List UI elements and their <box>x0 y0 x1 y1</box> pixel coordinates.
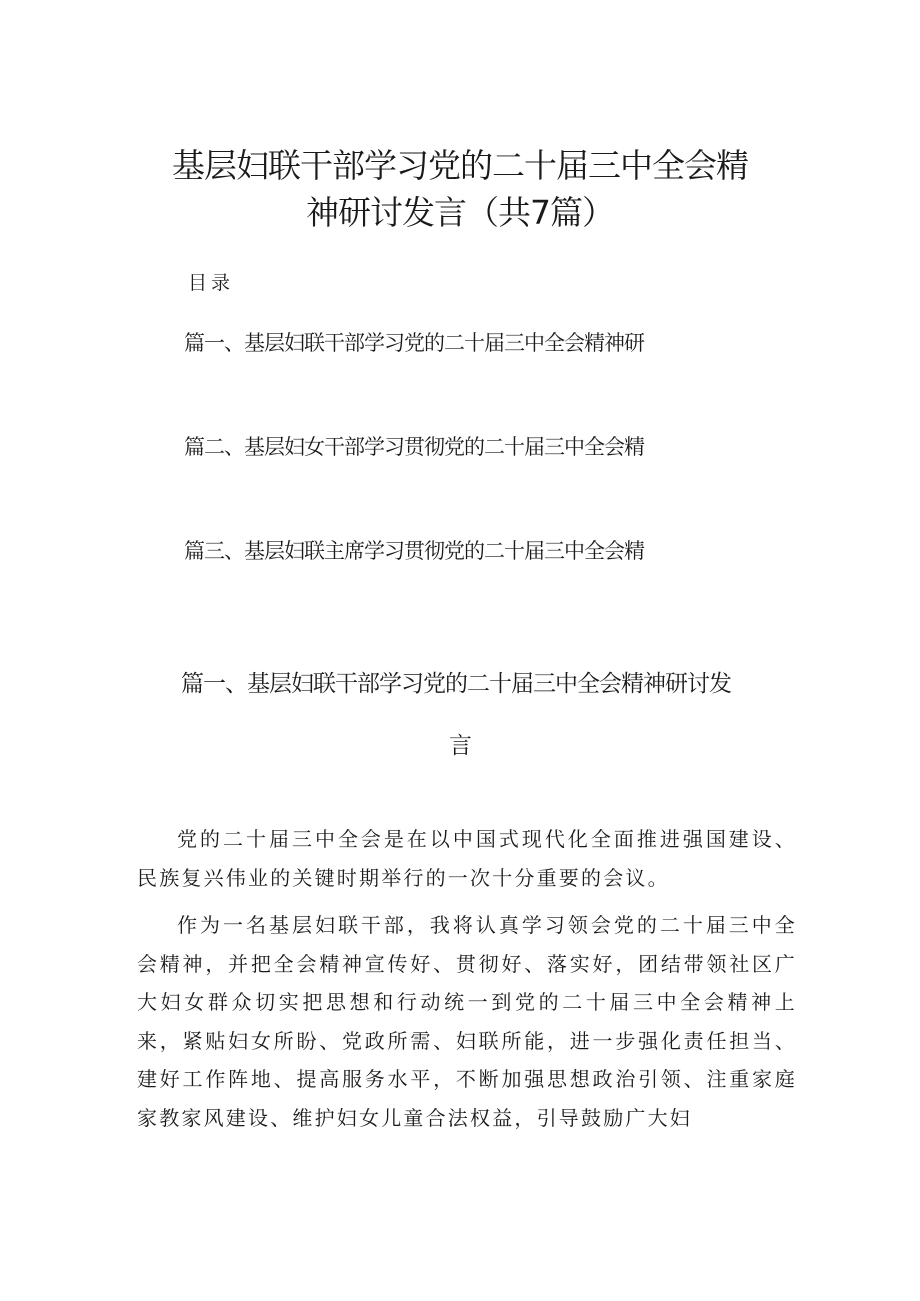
section-title-line-1: 篇一、基层妇联干部学习党的二十届三中全会精神研讨发 <box>181 671 731 697</box>
toc-item[interactable]: 篇一、基层妇联干部学习党的二十届三中全会精神研 <box>184 331 644 355</box>
toc-item[interactable]: 篇二、基层妇女干部学习贯彻党的二十届三中全会精 <box>184 435 644 459</box>
body-paragraph: 党的二十届三中全会是在以中国式现代化全面推进强国建设、民族复兴伟业的关键时期举行的一次十分重要的会议。 <box>137 827 797 890</box>
section-title-line-2: 言 <box>449 733 471 759</box>
toc-label: 目录 <box>188 272 235 294</box>
document-title-line-2: 神研讨发言（共7篇） <box>306 193 614 232</box>
toc-item[interactable]: 篇三、基层妇联主席学习贯彻党的二十届三中全会精 <box>184 539 644 563</box>
body-paragraph: 作为一名基层妇联干部，我将认真学习领会党的二十届三中全会精神，并把全会精神宣传好、贯彻好、落实好，团结带领社区广大妇女群众切实把思想和行动统一到党的二十届三中全会精神上来，紧贴妇女所盼、党政所需、妇联所能，进一步强化责任担当、建好工作阵地、提高服务水平，不断加强思想政治引领、注重家庭家教家风建设、维护妇女儿童合法权益，引导鼓励广大妇 <box>137 913 797 1130</box>
document-title-line-1: 基层妇联干部学习党的二十届三中全会精 <box>172 146 748 185</box>
